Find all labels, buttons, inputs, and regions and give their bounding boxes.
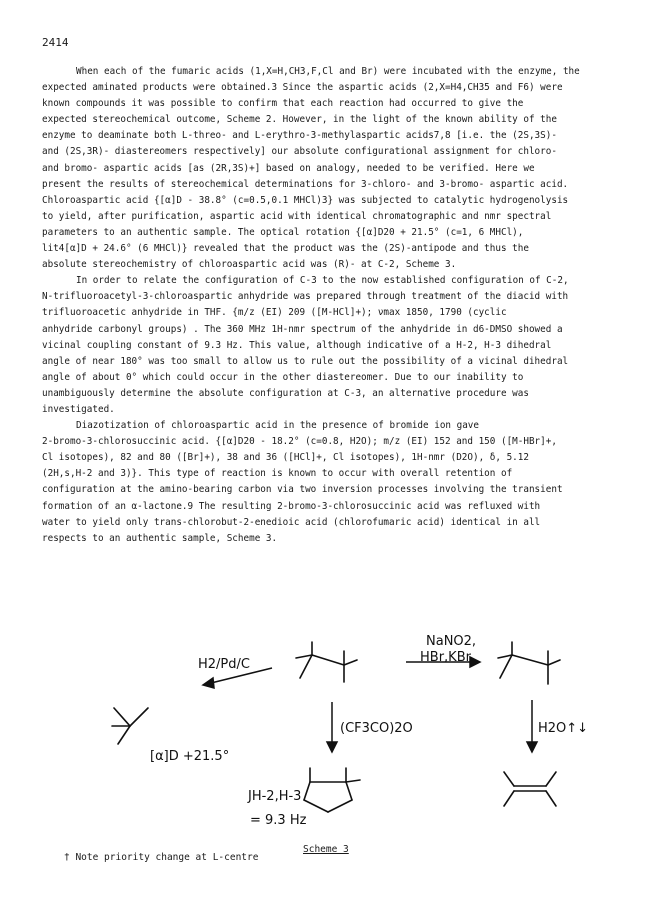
- reagent-label: H2O↑↓: [538, 721, 589, 736]
- text-line: investigated.: [42, 403, 115, 415]
- reagent-label: (CF3CO)2O: [340, 721, 413, 736]
- arrowhead: [527, 742, 537, 752]
- bond: [546, 772, 556, 786]
- arrowhead: [327, 742, 337, 752]
- text-line: unambiguously determine the absolute configuration at C-3, an alternative procedure was: [42, 387, 529, 399]
- text-line: angle of about 0° which could occur in the other diastereomer. Due to our inability to: [42, 371, 524, 383]
- text-line: formation of an α-lactone.9 The resulting 2-bromo-3-chlorosuccinic acid was refluxed with: [42, 500, 541, 512]
- bond: [500, 655, 512, 678]
- bond: [328, 800, 352, 812]
- text-line: expected aminated products were obtained.3 Since the aspartic acids (2,X=H4,CH35 and F6) were: [42, 82, 563, 94]
- text-line: and (2S,3R)- diastereomers respectively] our absolute configurational assignment for chloro-: [42, 146, 557, 158]
- scheme-label: Scheme 3: [303, 844, 349, 855]
- text-line: enzyme to deaminate both L-threo- and L-erythro-3-methylaspartic acids7,8 [i.e. the (2S,3S)-: [42, 130, 557, 142]
- coupling-value: = 9.3 Hz: [250, 813, 307, 828]
- text-line: absolute stereochemistry of chloroaspartic acid was (R)- at C-2, Scheme 3.: [42, 259, 457, 271]
- text-line: trifluoroacetic anhydride in THF. {m/z (EI) 209 ([M-HCl]+); νmax 1850, 1790 (cyclic: [42, 307, 507, 319]
- bond: [548, 660, 560, 665]
- text-line: anhydride carbonyl groups) . The 360 MHz 1H-nmr spectrum of the anhydride in d6-DMSO showed a: [42, 323, 563, 335]
- bond: [504, 772, 514, 786]
- bond: [130, 708, 148, 726]
- text-line: lit4[α]D + 24.6° (6 MHCl)} revealed that the product was the (2S)-antipode and thus the: [42, 243, 529, 255]
- text-line: 2-bromo-3-chlorosuccinic acid. {[α]D20 - 18.2° (c=0.8, H2O); m/z (EI) 152 and 150 ([M-HBr]+,: [42, 436, 557, 448]
- text-line: configuration at the amino-bearing carbon via two inversion processes involving the transient: [42, 484, 563, 496]
- text-line: water to yield only trans-chlorobut-2-enedioic acid (chlorofumaric acid) identical in all: [42, 516, 541, 528]
- coupling-label: JH-2,H-3: [248, 789, 302, 804]
- bond: [504, 791, 514, 806]
- text-line: Cl isotopes), 82 and 80 ([Br]+), 38 and 36 ([HCl]+, Cl isotopes), 1H-nmr (D2O), δ, 5.12: [42, 452, 529, 464]
- reagent-label: HBr,KBr.: [420, 650, 474, 665]
- bond: [346, 782, 352, 800]
- text-line: respects to an authentic sample, Scheme 3.: [42, 532, 278, 544]
- text-line: vicinal coupling constant of 9.3 Hz. This value, although indicative of a H-2, H-3 dihedral: [42, 339, 552, 351]
- text-line: known compounds it was possible to confirm that each reaction had occurred to give the: [42, 98, 524, 110]
- text-line: to yield, after purification, aspartic acid with identical chromatographic and nmr spectral: [42, 210, 552, 222]
- page-number: 2414: [42, 36, 69, 49]
- text-line: Chloroaspartic acid {[α]D - 38.8° (c=0.5,0.1 MHCl)3} was subjected to catalytic hydrogenolysis: [42, 194, 569, 206]
- arrowhead: [203, 678, 214, 688]
- text-line: expected stereochemical outcome, Scheme 2. However, in the light of the known ability of the: [42, 114, 557, 126]
- text-line: When each of the fumaric acids (1,X=H,CH3,F,Cl and Br) were incubated with the enzyme, the: [76, 66, 580, 77]
- bond: [346, 780, 360, 782]
- text-line: Diazotization of chloroaspartic acid in the presence of bromide ion gave: [76, 420, 479, 432]
- text-line: present the results of stereochemical determinations for 3-chloro- and 3-bromo- aspartic acid.: [42, 178, 569, 190]
- bond: [300, 655, 312, 678]
- bond: [304, 782, 310, 800]
- bond: [118, 726, 130, 744]
- footnote: † Note priority change at L-centre: [64, 852, 259, 863]
- reagent-label: NaNO2,: [426, 634, 477, 649]
- text-line: parameters to an authentic sample. The optical rotation {[α]D20 + 21.5° (c=1, 6 MHCl),: [42, 226, 524, 238]
- rotation-label: [α]D +21.5°: [150, 749, 230, 764]
- bond: [114, 708, 130, 726]
- bond: [512, 655, 548, 665]
- text-line: (2H,s,H-2 and 3)}. This type of reaction is known to occur with overall retention of: [42, 468, 513, 480]
- bond: [296, 655, 312, 658]
- bond: [546, 791, 556, 806]
- text-line: angle of near 180° was too small to allow us to rule out the possibility of a vicinal dihedral: [42, 355, 569, 367]
- bond: [312, 655, 344, 665]
- reagent-label: H2/Pd/C: [198, 657, 250, 672]
- text-line: In order to relate the configuration of C-3 to the now established configuration of C-2,: [76, 275, 569, 287]
- bond: [304, 800, 328, 812]
- text-line: and bromo- aspartic acids [as (2R,3S)+] based on analogy, needed to be verified. Here we: [42, 162, 535, 174]
- text-line: N-trifluoroacetyl-3-chloroaspartic anhydride was prepared through treatment of the diacid with: [42, 291, 569, 303]
- bond: [344, 660, 357, 665]
